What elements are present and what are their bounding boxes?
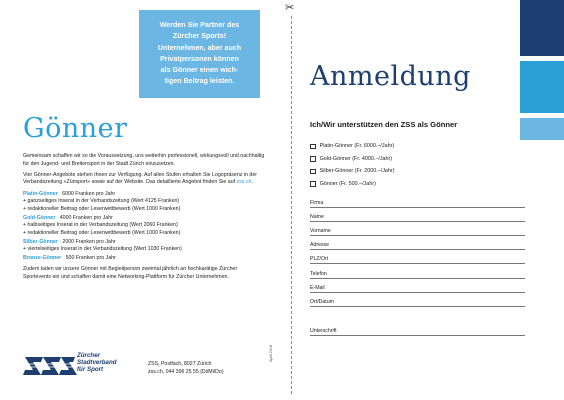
option-platin[interactable]: Platin-Gönner (Fr. 6000.–/Jahr) <box>310 140 395 153</box>
scissors-icon: ✂ <box>285 2 295 14</box>
promo-line: Unternehmen, aber auch <box>157 43 242 52</box>
field-email[interactable]: E-Mail <box>310 282 525 293</box>
form-title: Anmeldung <box>310 61 471 92</box>
offers-paragraph: Vier Gönner-Angebote stehen Ihnen zur Verfügung. Auf allen Stufen erhalten Sie Logopräsenz in der Verbandszeitung «Zürisport» sowie auf der Website. Das detaillierte Angebot finden Sie auf zss.ch. <box>23 171 257 186</box>
field-signature[interactable]: Unterschrift <box>310 325 525 336</box>
tier-platin <box>23 191 266 214</box>
tier-item: + halbseitiges Inserat in der Verbandszeitung (Wert 2060 Franken) <box>23 222 178 229</box>
print-date: April 2018 <box>269 344 273 362</box>
tier-price: 4000 Franken pro Jahr <box>59 214 113 221</box>
tier-name: Gold-Gönner <box>23 214 56 221</box>
membership-options <box>310 140 395 190</box>
tier-name: Platin-Gönner <box>23 190 58 197</box>
promo-line: Zürcher Sports! <box>172 32 227 41</box>
footer-phone: zss.ch, 044 396 25 55 (Di/Mi/Do) <box>148 369 224 376</box>
cut-line <box>291 16 292 394</box>
field-adresse[interactable]: Adresse <box>310 239 525 250</box>
tier-item: + ganzseitiges Inserat in der Verbandszeitung (Wert 4125 Franken) <box>23 198 180 205</box>
field-ort-datum[interactable]: Ort/Datum <box>310 296 525 307</box>
promo-box <box>139 10 260 98</box>
field-plz-ort[interactable]: PLZ/Ort <box>310 254 525 265</box>
tier-price: 500 Franken pro Jahr <box>65 254 116 261</box>
closing-paragraph: Zudem laden wir unsere Gönner mit Begleitperson zweimal jährlich an hochkarätige Zürcher Sportevents ein und schaffen damit eine Networking-Plattform für Zürcher Unternehmen. <box>23 266 238 280</box>
tier-price: 6000 Franken pro Jahr <box>62 190 116 197</box>
option-silber[interactable]: Silber-Gönner (Fr. 2000.–/Jahr) <box>310 165 395 178</box>
logo-wordmark: Zürcher Stadtverband für Sport <box>77 352 117 373</box>
checkbox[interactable] <box>310 156 316 162</box>
option-gold[interactable]: Gold-Gönner (Fr. 4000.–/Jahr) <box>310 153 395 166</box>
form-subheading: Ich/Wir unterstützen den ZSS als Gönner <box>310 120 458 129</box>
tier-gold <box>23 215 266 238</box>
tier-item: + redaktioneller Beitrag oder Leserwettbewerb (Wert 1000 Franken) <box>23 205 181 212</box>
promo-line: Werden Sie Partner des <box>159 21 240 29</box>
body-text <box>23 153 266 285</box>
field-vorname[interactable]: Vorname <box>310 225 525 236</box>
form-fields <box>310 197 525 339</box>
tier-silber <box>23 239 266 254</box>
decor-block-lightblue <box>520 118 564 140</box>
promo-line: Privatpersonen können <box>160 54 239 63</box>
checkbox[interactable] <box>310 181 316 187</box>
website-link[interactable]: zss.ch <box>236 179 252 186</box>
page-title-goenner: Gönner <box>23 113 128 144</box>
field-name[interactable]: Name <box>310 211 525 222</box>
tier-bronze <box>23 255 266 263</box>
tier-name: Bronze-Gönner <box>23 254 62 261</box>
field-firma[interactable]: Firma <box>310 197 525 208</box>
intro-paragraph: Gemeinsam schaffen wir so die Voraussetzung, uns weiterhin professionell, wirkungsvoll und nachhaltig für den Jugend- und Breitensport in der Stadt Zürich einzusetzen. <box>23 153 265 167</box>
tier-item: + viertelseitiges Inserat in der Verbandszeitung (Wert 1030 Franken) <box>23 246 182 253</box>
checkbox[interactable] <box>310 169 316 175</box>
field-telefon[interactable]: Telefon <box>310 268 525 279</box>
decor-block-navy <box>520 0 564 56</box>
footer-address: ZSS, Postfach, 8027 Zürich <box>148 361 212 367</box>
tier-price: 2000 Franken pro Jahr <box>62 238 116 245</box>
decor-block-blue <box>520 61 564 113</box>
promo-line: tigen Beitrag leisten. <box>164 77 235 86</box>
option-goenner[interactable]: Gönner (Fr. 500.–/Jahr) <box>310 178 395 191</box>
checkbox[interactable] <box>310 144 316 150</box>
tier-name: Silber-Gönner <box>23 238 59 245</box>
promo-line: als Gönner einen wich- <box>160 66 239 75</box>
tier-item: + redaktioneller Beitrag oder Leserwettbewerb (Wert 1000 Franken) <box>23 229 181 236</box>
footer-contact <box>148 360 224 377</box>
